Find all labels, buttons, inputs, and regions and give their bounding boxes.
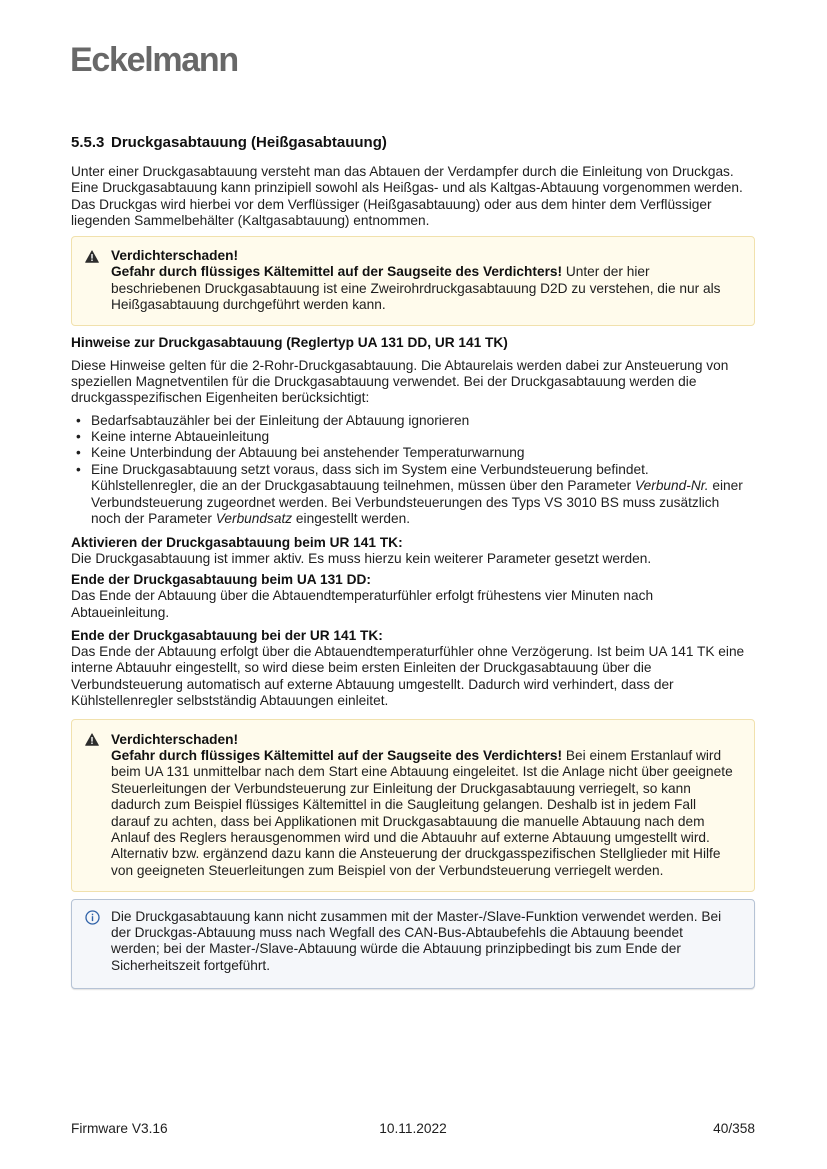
bullet-line: Keine Unterbindung der Abtauung bei anstehender Temperaturwarnung — [91, 445, 525, 461]
activation-section — [71, 535, 755, 568]
section-heading — [71, 134, 755, 152]
end-ur-heading: Ende der Druckgasabtauung bei der UR 141 TK: — [71, 627, 383, 643]
bullet-item — [71, 462, 755, 528]
warning-line: darauf zu achten, dass bei Applikationen mit Druckgasabtauung die manuelle Abtauung nach dem — [111, 813, 705, 829]
bullet-item — [71, 429, 755, 445]
parameter-name-verbundsatz: Verbundsatz — [215, 511, 293, 526]
info-icon — [85, 910, 100, 925]
info-box-master-slave — [71, 899, 755, 989]
hints-line: speziellen Magnetventilen für die Druckgasabtauung verwendet. Bei der Druckgasabtauung werden die — [71, 374, 697, 390]
activation-heading: Aktivieren der Druckgasabtauung beim UR 141 TK: — [71, 534, 403, 550]
footer-date: 10.11.2022 — [379, 1120, 447, 1136]
hints-heading: Hinweise zur Druckgasabtauung (Reglertyp UA 131 DD, UR 141 TK) — [71, 334, 508, 350]
parameter-name-verbund-nr: Verbund-Nr. — [635, 478, 709, 494]
info-line: werden; bei der Master-/Slave-Abtauung würde die Abtauung prinzipbedingt bis zum Ende der — [111, 941, 681, 957]
info-line: Die Druckgasabtauung kann nicht zusammen mit der Master-/Slave-Funktion verwendet werden. Bei — [111, 908, 722, 924]
end-ua-heading: Ende der Druckgasabtauung beim UA 131 DD: — [71, 571, 371, 587]
page-content — [71, 134, 755, 989]
intro-line: Das Druckgas wird hierbei vor dem Verflüssiger (Heißgasabtauung) oder aus dem hinter dem Verflüssiger — [71, 196, 712, 212]
bullet-mark: • — [76, 461, 81, 477]
bullet-line: Verbundsteuerung zugeordnet werden. Bei Verbundsteuerungen des Typs VS 3010 BS muss zusätzlich — [91, 494, 720, 510]
bullet-line-text: einer — [708, 478, 743, 494]
warning-lead-rest: Unter der hier — [562, 264, 650, 280]
section-title: Druckgasabtauung (Heißgasabtauung) — [111, 134, 387, 151]
warning-line: Anlauf des Reglers herausgenommen wird und die Abtauuhr auf externe Abtauung umgestellt wird. — [111, 830, 710, 845]
warning-title: Verdichterschaden! — [111, 247, 239, 263]
end-ur-line: Kühlstellenregler selbstständig Abtauungen einleitet. — [71, 693, 389, 709]
warning-box-compressor-damage — [71, 719, 755, 892]
hints-line: Diese Hinweise gelten für die 2-Rohr-Druckgasabtauung. Die Abtaurelais werden dabei zur Ansteuerung von — [71, 357, 729, 373]
bullet-line: Eine Druckgasabtauung setzt voraus, dass sich im System eine Verbundsteuerung befindet. — [91, 461, 649, 477]
end-ur-line: interne Abtauuhr eingestellt, so wird diese beim ersten Einleiten der Druckgasabtauung über die — [71, 660, 652, 676]
bullet-line — [91, 478, 755, 494]
end-ur-line: Das Ende der Abtauung erfolgt über die Abtauendtemperaturfühler ohne Verzögerung. Ist beim UA 141 TK eine — [71, 643, 745, 659]
bullet-item — [71, 413, 755, 429]
intro-line: Unter einer Druckgasabtauung versteht man das Abtauen der Verdampfer durch die Einleitung von Druckgas. — [71, 164, 734, 179]
bullet-line: Bedarfsabtauzähler bei der Einleitung der Abtauung ignorieren — [91, 412, 470, 428]
section-number: 5.5.3 — [71, 134, 105, 151]
hints-line: druckgasspezifischen Eigenheiten berücksichtigt: — [71, 390, 370, 406]
warning-line: Alternativ bzw. ergänzend dazu kann die Ansteuerung der druckgasspezifischen Stellglieder mit Hilfe — [111, 846, 721, 862]
bullet-mark: • — [76, 412, 81, 428]
intro-line: Eine Druckgasabtauung kann prinzipiell sowohl als Heißgas- und als Kaltgas-Abtauung vorgenommen werden. — [71, 180, 743, 196]
warning-line: beim UA 131 unmittelbar nach dem Start eine Abtauung eingeleitet. Ist die Anlage nicht über geeignete — [111, 764, 733, 780]
warning-line: von geeigneten Steuerleitungen zum Beispiel von der Verbundsteuerung verriegelt werden. — [111, 862, 664, 878]
info-line: Sicherheitszeit fortgeführt. — [111, 957, 271, 973]
end-ur-section — [71, 628, 755, 710]
footer-page-number: 40/358 — [713, 1120, 755, 1136]
warning-icon — [85, 250, 99, 263]
hints-bullet-list — [71, 413, 755, 528]
warning-line: beschriebenen Druckgasabtauung ist eine Zweirohrdruckgasabtauung D2D zu verstehen, die nur als — [111, 280, 721, 296]
end-ua-line: Das Ende der Abtauung über die Abtauendtemperaturfühler erfolgt frühestens vier Minuten nach — [71, 588, 654, 604]
warning-title: Verdichterschaden! — [111, 731, 239, 747]
warning-box-compressor-damage — [71, 236, 755, 326]
intro-line: liegenden Sammelbehälter (Kaltgasabtauung) entnommen. — [71, 213, 430, 229]
bullet-line-text: Kühlstellenregler, die an der Druckgasabtauung teilnehmen, müssen über den Parameter — [91, 478, 636, 494]
warning-icon — [85, 733, 99, 746]
warning-lead-line — [111, 748, 750, 764]
warning-lead-line — [111, 264, 750, 280]
bullet-line: Keine interne Abtaueinleitung — [91, 429, 270, 445]
end-ua-section — [71, 572, 755, 621]
end-ua-line: Abtaueinleitung. — [71, 604, 170, 620]
warning-line: Heißgasabtauung durchgeführt werden kann. — [111, 297, 386, 313]
end-ur-line: Verbundsteuerung automatisch auf externe Abtauung umgestellt. Dadurch wird verhindert, dass der — [71, 676, 674, 692]
footer-firmware: Firmware V3.16 — [71, 1120, 168, 1136]
bullet-mark: • — [76, 445, 81, 461]
warning-line: Steuerleitungen der Verbundsteuerung zur Einleitung der Druckgasabtauung verriegelt, so kann — [111, 780, 691, 796]
bullet-line — [91, 511, 755, 527]
activation-line: Die Druckgasabtauung ist immer aktiv. Es muss hierzu kein weiterer Parameter gesetzt werden. — [71, 550, 652, 566]
eckelmann-logo: Eckelmann — [70, 41, 238, 79]
warning-lead-bold: Gefahr durch flüssiges Kältemittel auf der Saugseite des Verdichters! — [111, 264, 563, 280]
bullet-line-text: noch der Parameter — [91, 511, 216, 526]
bullet-line-text: eingestellt werden. — [292, 511, 411, 526]
intro-paragraph — [71, 164, 755, 230]
bullet-mark: • — [76, 429, 81, 445]
info-line: der Druckgas-Abtauung muss nach Wegfall des CAN-Bus-Abtaubefehls die Abtauung beendet — [111, 924, 683, 940]
warning-lead-rest: Bei einem Erstanlauf wird — [562, 748, 722, 764]
page-footer — [71, 1121, 755, 1137]
hints-paragraph — [71, 358, 755, 407]
warning-line: dadurch zum Beispiel flüssiges Kältemittel in die Saugleitung gelangen. Deshalb ist in jedem Fall — [111, 797, 697, 813]
warning-lead-bold: Gefahr durch flüssiges Kältemittel auf der Saugseite des Verdichters! — [111, 748, 563, 764]
bullet-item — [71, 445, 755, 461]
